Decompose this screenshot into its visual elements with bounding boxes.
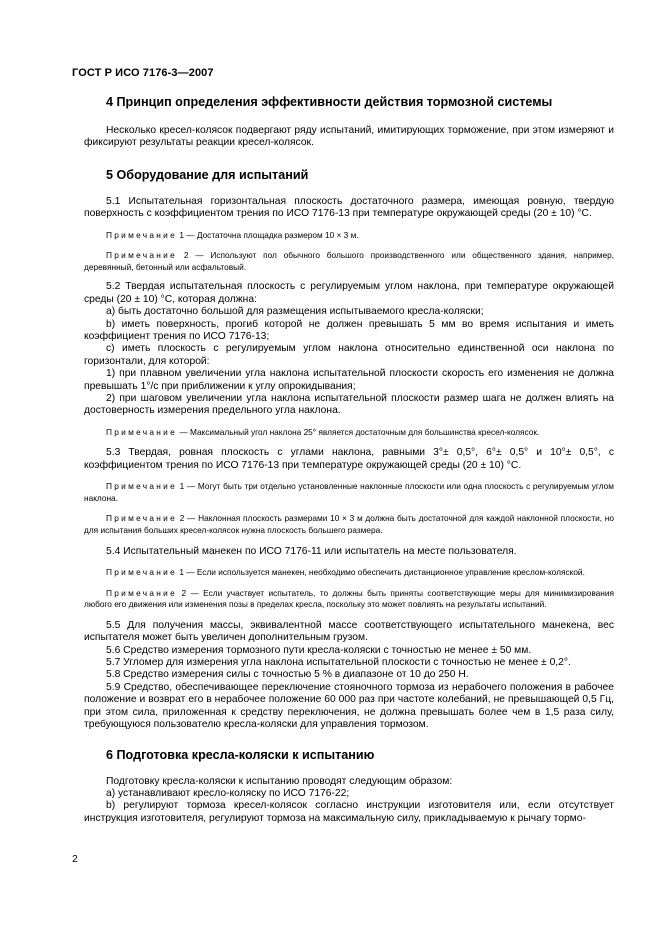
clause-5-1: 5.1 Испытательная горизонтальная плоскость достаточного размера, имеющая ровную, твердую поверхность с коэффициентом трения по ИСО 7176-13 при температуре окружающей среды (20 ± 10) °С. [84,195,614,220]
clause-5-2-c-1: 1) при плавном увеличении угла наклона испытательной плоскости скорость его изменения не должна превышать 1°/с при приближении к углу опрокидывания; [84,368,614,392]
note-label: Примечание [106,587,178,598]
page-content [84,92,614,825]
section-6-intro: Подготовку кресла-коляски к испытанию проводят следующим образом: [106,775,453,787]
note-5-2: Примечание — Максимальный угол наклона 25° является достаточным для большинства кресел-колясок. [106,426,540,437]
note-5-4-2: Примечание 2 — Если участвует испытатель, то должны быть приняты соответствующие меры для минимизирования любого его движения или изменения позы в пределах кресла, поскольку это может повлиять на результаты испытаний. [84,587,614,610]
clause-5-5: 5.5 Для получения массы, эквивалентной массе соответствующего испытательного манекена, вес испытателя может быть увеличен дополнительным грузом. [84,619,614,644]
document-header: ГОСТ Р ИСО 7176-3—2007 [72,67,214,79]
note-5-4-1: Примечание 1 — Если используется манекен, необходимо обеспечить дистанционное управление креслом-коляской. [106,567,585,578]
note-label: Примечание [106,513,178,524]
section-6-item-b: b) регулируют тормоза кресел-колясок согласно инструкции изготовителя или, если отсутствует инструкция изготовителя, регулируют тормоза на максимальную силу, прикладываемую к рычагу тормо- [84,800,614,824]
clause-5-2-b: b) иметь поверхность, прогиб которой не должен превышать 5 мм во время испытания и иметь коэффициент трения по ИСО 7176-13; [84,318,614,343]
clause-5-2-a: а) быть достаточно большой для размещения испытываемого кресла-коляски; [106,306,484,318]
clause-5-4: 5.4 Испытательный манекен по ИСО 7176-11 или испытатель на месте пользователя. [106,545,517,557]
clause-5-3: 5.3 Твердая, ровная плоскость с углами наклона, равными 3°± 0,5°, 6°± 0,5° и 10°± 0,5°, с коэффициентом трения по ИСО 7176-13 при температуре окружающей среды (20 ± 10) °С. [84,447,614,471]
note-label: Примечание [106,426,178,437]
section-6-item-a: а) устанавливают кресло-коляску по ИСО 7176-22; [106,787,350,799]
page-number: 2 [72,853,78,865]
section-4-paragraph: Несколько кресел-колясок подвергают ряду испытаний, имитирующих торможение, при этом измеряют и фиксируют результаты реакции кресел-колясок. [84,125,614,149]
note-label: Примечание [106,481,178,492]
note-label: Примечание [106,567,178,578]
clause-5-6: 5.6 Средство измерения тормозного пути кресла-коляски с точностью не менее ± 50 мм. [106,644,532,656]
note-5-1-1: Примечание 1 — Достаточна площадка размером 10 × 3 м. [106,229,359,240]
clause-5-7: 5.7 Угломер для измерения угла наклона испытательной плоскости с точностью не менее ± 0,2°. [106,657,571,669]
clause-5-2-c-2: 2) при шаговом увеличении угла наклона испытательной плоскости размер шага не должен влиять на достоверность измерения предельного угла наклона. [84,393,614,417]
section-4-heading: 4 Принцип определения эффективности действия тормозной системы [106,95,553,109]
section-6-heading: 6 Подготовка кресла-коляски к испытанию [106,747,375,762]
note-5-3-1: Примечание 1 — Могут быть три отдельно установленные наклонные плоскости или одна плоскость с регулируемым углом наклона. [84,481,614,503]
clause-5-2-c: c) иметь плоскость с регулируемым углом наклона относительно единственной оси наклона по горизонтали, для которой: [84,343,614,367]
clause-5-8: 5.8 Средство измерения силы с точностью 5 % в диапазоне от 10 до 250 Н. [106,669,469,681]
note-5-1-2: Примечание 2 — Используют пол обычного большого производственного или общественного здания, например, деревянный, бетонный или асфальтовый. [84,250,614,272]
section-5-heading: 5 Оборудование для испытаний [106,167,309,182]
clause-5-2: 5.2 Твердая испытательная плоскость с регулируемым углом наклона, при температуре окружающей среды (20 ± 10) °С, которая должна: [84,281,614,305]
clause-5-9: 5.9 Средство, обеспечивающее переключение стояночного тормоза из нерабочего положения в рабочее положение и возврат его в нерабочее положение 60 000 раз при частоте колебаний, не превышающей 0,5 Гц, при этом сила, приложенная к средству переключения, не должна превышать более чем в 1,5 раза силу, требующуюся пользователю кресла-коляски для управления тормозом. [84,681,614,731]
note-5-3-2: Примечание 2 — Наклонная плоскость размерами 10 × 3 м должна быть достаточной для каждой наклонной плоскости, но для испытания больших кресел-колясок нужна плоскость большего размера. [84,513,614,536]
note-label: Примечание [106,250,178,261]
note-label: Примечание [106,229,178,240]
